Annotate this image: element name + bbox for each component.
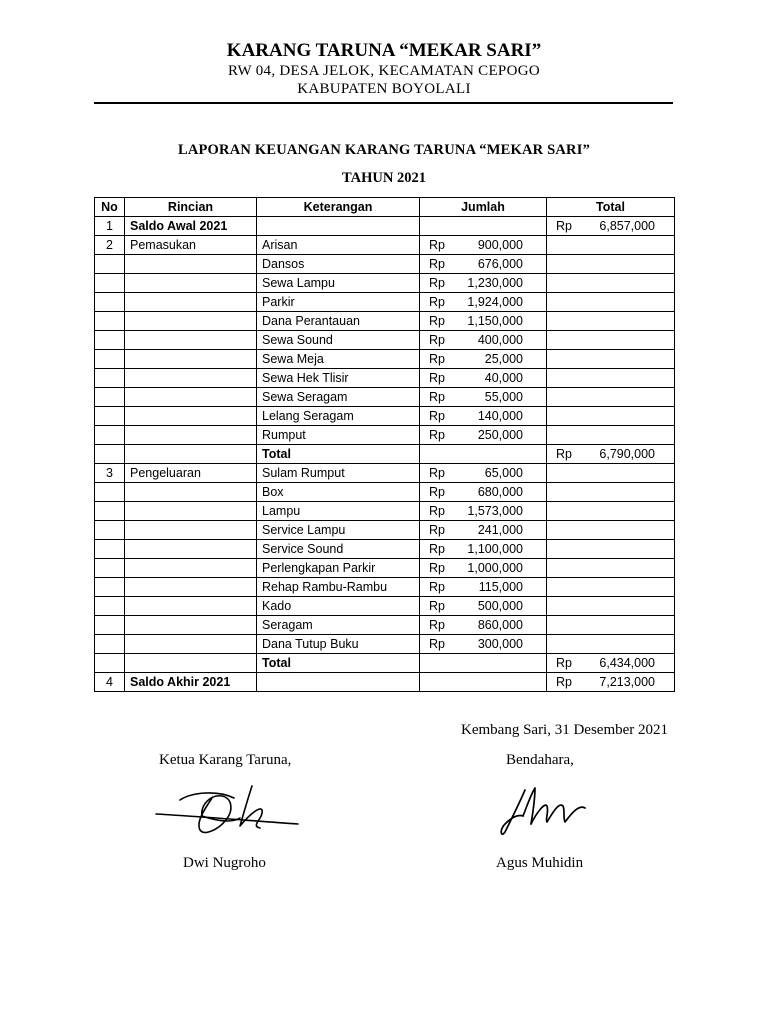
table-row <box>95 502 675 521</box>
cell-no: 4 <box>95 673 125 692</box>
chairman-name: Dwi Nugroho <box>183 855 266 871</box>
currency-label: Rp <box>429 409 445 423</box>
cell-total <box>547 350 675 369</box>
cell-keterangan <box>257 673 420 692</box>
cell-jumlah <box>420 217 547 236</box>
cell-total <box>547 616 675 635</box>
table-row <box>95 426 675 445</box>
cell-no <box>95 445 125 464</box>
cell-rincian <box>125 274 257 293</box>
currency-label: Rp <box>429 523 445 537</box>
cell-jumlah <box>420 350 547 369</box>
table-row <box>95 217 675 236</box>
amount-value: 400,000 <box>477 333 523 347</box>
cell-rincian <box>125 616 257 635</box>
cell-keterangan: Sewa Sound <box>257 331 420 350</box>
cell-keterangan: Rehap Rambu-Rambu <box>257 578 420 597</box>
cell-no <box>95 521 125 540</box>
cell-no <box>95 483 125 502</box>
cell-total <box>547 502 675 521</box>
cell-rincian <box>125 445 257 464</box>
cell-keterangan: Sulam Rumput <box>257 464 420 483</box>
amount-value: 40,000 <box>484 371 523 385</box>
amount-value: 6,790,000 <box>599 447 655 461</box>
cell-jumlah <box>420 578 547 597</box>
cell-no <box>95 426 125 445</box>
cell-total <box>547 293 675 312</box>
currency-label: Rp <box>429 618 445 632</box>
amount-value: 65,000 <box>484 466 523 480</box>
currency-label: Rp <box>429 238 445 252</box>
cell-no <box>95 255 125 274</box>
cell-rincian <box>125 521 257 540</box>
table-row <box>95 654 675 673</box>
currency-label: Rp <box>429 599 445 613</box>
cell-no <box>95 597 125 616</box>
table-row <box>95 388 675 407</box>
cell-keterangan: Lelang Seragam <box>257 407 420 426</box>
cell-rincian: Pengeluaran <box>125 464 257 483</box>
currency-label: Rp <box>429 333 445 347</box>
cell-jumlah <box>420 445 547 464</box>
cell-jumlah <box>420 654 547 673</box>
cell-rincian <box>125 578 257 597</box>
cell-total <box>547 483 675 502</box>
cell-total <box>547 635 675 654</box>
currency-label: Rp <box>429 580 445 594</box>
table-row <box>95 369 675 388</box>
cell-jumlah <box>420 407 547 426</box>
cell-keterangan: Parkir <box>257 293 420 312</box>
table-row <box>95 540 675 559</box>
cell-jumlah <box>420 616 547 635</box>
cell-no <box>95 616 125 635</box>
cell-keterangan: Arisan <box>257 236 420 255</box>
currency-label: Rp <box>429 314 445 328</box>
cell-rincian <box>125 331 257 350</box>
chairman-role: Ketua Karang Taruna, <box>159 752 292 768</box>
cell-rincian: Saldo Awal 2021 <box>125 217 257 236</box>
table-row <box>95 236 675 255</box>
cell-total <box>547 654 675 673</box>
cell-rincian: Saldo Akhir 2021 <box>125 673 257 692</box>
amount-value: 250,000 <box>477 428 523 442</box>
table-row <box>95 350 675 369</box>
cell-jumlah <box>420 293 547 312</box>
treasurer-role: Bendahara, <box>506 752 574 768</box>
cell-jumlah <box>420 635 547 654</box>
cell-keterangan: Dansos <box>257 255 420 274</box>
amount-value: 25,000 <box>484 352 523 366</box>
currency-label: Rp <box>556 656 572 670</box>
currency-label: Rp <box>429 485 445 499</box>
currency-label: Rp <box>429 637 445 651</box>
amount-value: 140,000 <box>477 409 523 423</box>
cell-jumlah <box>420 331 547 350</box>
table-row <box>95 312 675 331</box>
cell-total <box>547 445 675 464</box>
cell-rincian <box>125 407 257 426</box>
cell-rincian <box>125 255 257 274</box>
currency-label: Rp <box>556 675 572 689</box>
currency-label: Rp <box>429 371 445 385</box>
amount-value: 300,000 <box>477 637 523 651</box>
amount-value: 241,000 <box>477 523 523 537</box>
table-row <box>95 578 675 597</box>
table-row <box>95 255 675 274</box>
currency-label: Rp <box>429 504 445 518</box>
currency-label: Rp <box>429 561 445 575</box>
cell-rincian <box>125 293 257 312</box>
cell-no <box>95 559 125 578</box>
cell-total <box>547 521 675 540</box>
cell-rincian <box>125 502 257 521</box>
column-header-no: No <box>95 198 125 217</box>
amount-value: 900,000 <box>477 238 523 252</box>
amount-value: 1,150,000 <box>467 314 523 328</box>
cell-keterangan: Sewa Seragam <box>257 388 420 407</box>
table-row <box>95 464 675 483</box>
table-row <box>95 407 675 426</box>
cell-total <box>547 578 675 597</box>
currency-label: Rp <box>429 257 445 271</box>
cell-rincian <box>125 312 257 331</box>
table-row <box>95 521 675 540</box>
treasurer-signature <box>495 780 595 840</box>
cell-rincian <box>125 350 257 369</box>
column-header-jumlah: Jumlah <box>420 198 547 217</box>
cell-jumlah <box>420 388 547 407</box>
organization-regency: KABUPATEN BOYOLALI <box>297 81 471 97</box>
cell-total <box>547 426 675 445</box>
cell-jumlah <box>420 426 547 445</box>
organization-name: KARANG TARUNA “MEKAR SARI” <box>226 40 542 61</box>
cell-keterangan: Lampu <box>257 502 420 521</box>
cell-total <box>547 217 675 236</box>
cell-jumlah <box>420 597 547 616</box>
cell-jumlah <box>420 236 547 255</box>
cell-total <box>547 236 675 255</box>
amount-value: 1,000,000 <box>467 561 523 575</box>
cell-keterangan: Dana Tutup Buku <box>257 635 420 654</box>
cell-jumlah <box>420 502 547 521</box>
currency-label: Rp <box>429 542 445 556</box>
cell-jumlah <box>420 255 547 274</box>
report-year: TAHUN 2021 <box>342 170 426 186</box>
cell-no <box>95 407 125 426</box>
amount-value: 55,000 <box>484 390 523 404</box>
cell-rincian <box>125 426 257 445</box>
table-row <box>95 293 675 312</box>
treasurer-name: Agus Muhidin <box>496 855 584 871</box>
cell-keterangan: Seragam <box>257 616 420 635</box>
cell-no <box>95 388 125 407</box>
cell-no <box>95 578 125 597</box>
cell-jumlah <box>420 540 547 559</box>
cell-keterangan: Service Lampu <box>257 521 420 540</box>
cell-jumlah <box>420 312 547 331</box>
cell-keterangan: Perlengkapan Parkir <box>257 559 420 578</box>
table-row <box>95 445 675 464</box>
cell-total <box>547 464 675 483</box>
cell-jumlah <box>420 369 547 388</box>
table-row <box>95 597 675 616</box>
cell-no <box>95 502 125 521</box>
table-row <box>95 635 675 654</box>
table-row <box>95 673 675 692</box>
currency-label: Rp <box>429 390 445 404</box>
cell-keterangan: Rumput <box>257 426 420 445</box>
cell-keterangan: Total <box>257 445 420 464</box>
cell-no: 2 <box>95 236 125 255</box>
cell-rincian <box>125 369 257 388</box>
currency-label: Rp <box>429 352 445 366</box>
currency-label: Rp <box>429 428 445 442</box>
cell-no <box>95 350 125 369</box>
cell-total <box>547 388 675 407</box>
cell-total <box>547 312 675 331</box>
cell-keterangan: Sewa Lampu <box>257 274 420 293</box>
cell-no <box>95 654 125 673</box>
table-row <box>95 559 675 578</box>
cell-no <box>95 331 125 350</box>
cell-rincian <box>125 388 257 407</box>
cell-no: 1 <box>95 217 125 236</box>
cell-jumlah <box>420 483 547 502</box>
cell-rincian <box>125 540 257 559</box>
cell-total <box>547 540 675 559</box>
table-header-row <box>95 198 675 217</box>
cell-no: 3 <box>95 464 125 483</box>
cell-rincian <box>125 483 257 502</box>
cell-total <box>547 331 675 350</box>
cell-no <box>95 293 125 312</box>
amount-value: 6,857,000 <box>599 219 655 233</box>
cell-keterangan: Kado <box>257 597 420 616</box>
amount-value: 1,573,000 <box>467 504 523 518</box>
cell-rincian <box>125 654 257 673</box>
currency-label: Rp <box>429 276 445 290</box>
cell-keterangan: Dana Perantauan <box>257 312 420 331</box>
amount-value: 7,213,000 <box>599 675 655 689</box>
organization-address: RW 04, DESA JELOK, KECAMATAN CEPOGO <box>228 63 540 79</box>
table-row <box>95 483 675 502</box>
column-header-total: Total <box>547 198 675 217</box>
cell-jumlah <box>420 559 547 578</box>
currency-label: Rp <box>556 447 572 461</box>
amount-value: 1,230,000 <box>467 276 523 290</box>
cell-no <box>95 312 125 331</box>
currency-label: Rp <box>429 466 445 480</box>
amount-value: 1,924,000 <box>467 295 523 309</box>
cell-jumlah <box>420 521 547 540</box>
currency-label: Rp <box>556 219 572 233</box>
cell-total <box>547 673 675 692</box>
chairman-signature <box>152 780 302 842</box>
cell-rincian <box>125 635 257 654</box>
report-title: LAPORAN KEUANGAN KARANG TARUNA “MEKAR SARI” <box>177 142 591 158</box>
cell-keterangan <box>257 217 420 236</box>
cell-total <box>547 274 675 293</box>
cell-total <box>547 597 675 616</box>
cell-keterangan: Sewa Meja <box>257 350 420 369</box>
cell-no <box>95 369 125 388</box>
signature-date: Kembang Sari, 31 Desember 2021 <box>461 722 669 738</box>
currency-label: Rp <box>429 295 445 309</box>
table-row <box>95 331 675 350</box>
amount-value: 1,100,000 <box>467 542 523 556</box>
amount-value: 6,434,000 <box>599 656 655 670</box>
cell-jumlah <box>420 464 547 483</box>
cell-total <box>547 369 675 388</box>
column-header-keterangan: Keterangan <box>257 198 420 217</box>
amount-value: 676,000 <box>477 257 523 271</box>
cell-total <box>547 407 675 426</box>
column-header-rincian: Rincian <box>125 198 257 217</box>
table-row <box>95 616 675 635</box>
cell-keterangan: Box <box>257 483 420 502</box>
cell-no <box>95 540 125 559</box>
cell-rincian <box>125 559 257 578</box>
amount-value: 860,000 <box>477 618 523 632</box>
cell-total <box>547 255 675 274</box>
cell-no <box>95 635 125 654</box>
table-row <box>95 274 675 293</box>
cell-jumlah <box>420 673 547 692</box>
amount-value: 115,000 <box>478 580 523 594</box>
letterhead-divider <box>94 102 673 104</box>
amount-value: 680,000 <box>477 485 523 499</box>
cell-rincian <box>125 597 257 616</box>
table-body <box>95 217 675 692</box>
cell-total <box>547 559 675 578</box>
cell-keterangan: Service Sound <box>257 540 420 559</box>
cell-keterangan: Sewa Hek Tlisir <box>257 369 420 388</box>
amount-value: 500,000 <box>477 599 523 613</box>
financial-report-table <box>94 197 675 692</box>
cell-rincian: Pemasukan <box>125 236 257 255</box>
cell-no <box>95 274 125 293</box>
cell-keterangan: Total <box>257 654 420 673</box>
cell-jumlah <box>420 274 547 293</box>
